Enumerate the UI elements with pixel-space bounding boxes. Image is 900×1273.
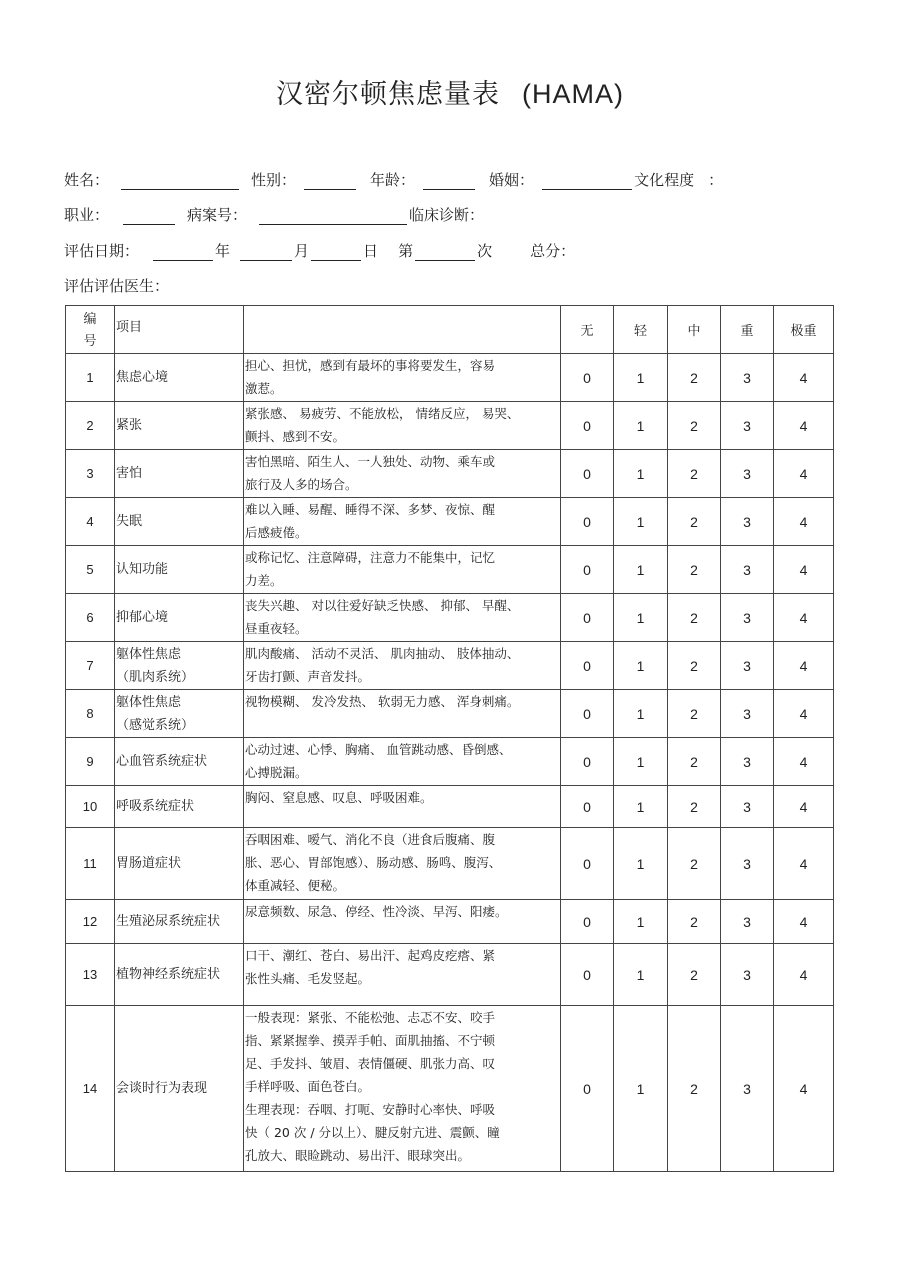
- score-option-mild[interactable]: 1: [614, 498, 668, 546]
- info-line-3: [64, 239, 575, 261]
- times-field[interactable]: [415, 244, 475, 261]
- score-option-mild[interactable]: 1: [614, 450, 668, 498]
- description-line: 力差。: [245, 573, 283, 588]
- score-option-none[interactable]: 0: [561, 738, 614, 786]
- education-colon: ：: [708, 171, 724, 189]
- description-line: 难以入睡、易醒、睡得不深、多梦、夜惊、醒: [245, 502, 496, 517]
- score-option-none[interactable]: 0: [561, 642, 614, 690]
- item-number: 8: [66, 690, 115, 738]
- score-option-severe[interactable]: 3: [721, 1006, 774, 1172]
- sex-label: 性别：: [251, 171, 297, 189]
- description-line: 牙齿打颤、声音发抖。: [245, 669, 371, 684]
- score-option-severe[interactable]: 3: [721, 900, 774, 944]
- description-line: 肌肉酸痛、 活动不灵活、 肌肉抽动、 肢体抽动、: [245, 646, 520, 661]
- description-line: 胀、恶心、胃部饱感）、肠动感、肠鸣、腹泻、: [245, 855, 502, 870]
- occupation-label: 职业：: [64, 206, 110, 224]
- description-line: 激惹。: [245, 381, 283, 396]
- day-label: 日: [363, 242, 379, 260]
- title-chinese: 汉密尔顿焦虑量表: [276, 79, 500, 110]
- month-label: 月: [294, 242, 310, 260]
- item-number: 13: [66, 944, 115, 1006]
- info-line-1: [64, 168, 723, 190]
- score-option-extreme[interactable]: 4: [774, 498, 834, 546]
- score-option-severe[interactable]: 3: [721, 354, 774, 402]
- item-description: [244, 1006, 561, 1172]
- nth-label: 第: [398, 242, 414, 260]
- score-option-mild[interactable]: 1: [614, 900, 668, 944]
- header-score-moderate: 中: [668, 306, 721, 354]
- score-option-extreme[interactable]: 4: [774, 546, 834, 594]
- table-row: [66, 828, 834, 900]
- header-no-line-1: 编: [83, 310, 97, 326]
- day-field[interactable]: [311, 244, 361, 261]
- hama-table: [65, 305, 834, 1172]
- score-option-extreme[interactable]: 4: [774, 642, 834, 690]
- item-description: [244, 498, 561, 546]
- sex-field[interactable]: [304, 173, 356, 190]
- item-name: [115, 498, 244, 546]
- item-number: 2: [66, 402, 115, 450]
- description-line: 尿意频数、尿急、停经、性冷淡、早泻、阳痿。: [245, 904, 508, 919]
- info-line-4: [64, 274, 169, 296]
- age-field[interactable]: [423, 173, 475, 190]
- item-name: [115, 1006, 244, 1172]
- item-description: [244, 828, 561, 900]
- item-number: 11: [66, 828, 115, 900]
- item-number: 3: [66, 450, 115, 498]
- score-option-extreme[interactable]: 4: [774, 450, 834, 498]
- item-description: [244, 354, 561, 402]
- score-option-moderate[interactable]: 2: [668, 402, 721, 450]
- table-row: [66, 354, 834, 402]
- table-row: [66, 900, 834, 944]
- description-line: 足、手发抖、皱眉、表情僵硬、肌张力高、叹: [245, 1056, 496, 1071]
- education-label: 文化程度: [634, 171, 695, 189]
- score-option-moderate[interactable]: 2: [668, 738, 721, 786]
- score-option-severe[interactable]: 3: [721, 690, 774, 738]
- score-option-none[interactable]: 0: [561, 498, 614, 546]
- item-name-line: 焦虑心境: [116, 370, 169, 385]
- header-desc: [244, 306, 561, 354]
- score-option-none[interactable]: 0: [561, 828, 614, 900]
- title-english: (HAMA): [522, 79, 624, 109]
- item-description: [244, 690, 561, 738]
- description-line: 或称记忆、注意障碍，注意力不能集中，记忆: [245, 550, 496, 565]
- score-option-severe[interactable]: 3: [721, 738, 774, 786]
- score-option-extreme[interactable]: 4: [774, 402, 834, 450]
- age-label: 年龄：: [370, 171, 416, 189]
- score-option-mild[interactable]: 1: [614, 738, 668, 786]
- item-name-line: 躯体性焦虑: [116, 694, 182, 710]
- page-title: [0, 72, 900, 111]
- item-name: [115, 546, 244, 594]
- table-row: [66, 546, 834, 594]
- item-name: [115, 738, 244, 786]
- item-name: [115, 900, 244, 944]
- description-line: 一般表现：紧张、不能松弛、忐忑不安、咬手: [245, 1010, 496, 1025]
- marital-field[interactable]: [542, 173, 632, 190]
- item-name-line: （肌肉系统）: [116, 669, 195, 685]
- score-option-none[interactable]: 0: [561, 546, 614, 594]
- header-score-extreme: 极重: [774, 306, 834, 354]
- score-option-mild[interactable]: 1: [614, 402, 668, 450]
- description-line: 孔放大、眼睑跳动、易出汗、眼球突出。: [245, 1148, 471, 1163]
- score-option-mild[interactable]: 1: [614, 828, 668, 900]
- description-line: 手样呼吸、面色苍白。: [245, 1079, 371, 1094]
- table-row: [66, 450, 834, 498]
- item-number: 10: [66, 786, 115, 828]
- description-line: 心搏脱漏。: [245, 765, 308, 780]
- description-line: 胸闷、窒息感、叹息、呼吸困难。: [245, 790, 433, 805]
- score-option-severe[interactable]: 3: [721, 786, 774, 828]
- score-option-extreme[interactable]: 4: [774, 786, 834, 828]
- score-option-mild[interactable]: 1: [614, 546, 668, 594]
- table-row: [66, 642, 834, 690]
- name-label: 姓名：: [64, 171, 110, 189]
- item-number: 12: [66, 900, 115, 944]
- item-name: [115, 594, 244, 642]
- description-line: 心动过速、心悸、胸痛、 血管跳动感、昏倒感、: [245, 742, 512, 757]
- score-option-none[interactable]: 0: [561, 354, 614, 402]
- table-row: [66, 738, 834, 786]
- score-option-severe[interactable]: 3: [721, 642, 774, 690]
- score-option-moderate[interactable]: 2: [668, 786, 721, 828]
- description-line: 视物模糊、 发冷发热、 软弱无力感、 浑身刺痛。: [245, 694, 520, 709]
- item-name-line: 失眠: [116, 514, 143, 529]
- header-item: 项目: [115, 306, 244, 354]
- item-name-line: 生殖泌尿系统症状: [116, 914, 221, 929]
- score-option-moderate[interactable]: 2: [668, 594, 721, 642]
- score-option-moderate[interactable]: 2: [668, 828, 721, 900]
- doctor-label: 评估评估医生：: [64, 277, 170, 295]
- score-option-mild[interactable]: 1: [614, 944, 668, 1006]
- marital-label: 婚姻：: [489, 171, 535, 189]
- score-option-severe[interactable]: 3: [721, 828, 774, 900]
- score-option-none[interactable]: 0: [561, 450, 614, 498]
- score-option-mild[interactable]: 1: [614, 354, 668, 402]
- score-option-severe[interactable]: 3: [721, 450, 774, 498]
- description-line: 后感疲倦。: [245, 525, 308, 540]
- item-name-line: 心血管系统症状: [116, 754, 208, 769]
- item-number: 1: [66, 354, 115, 402]
- score-option-none[interactable]: 0: [561, 402, 614, 450]
- item-number: 9: [66, 738, 115, 786]
- score-option-none[interactable]: 0: [561, 1006, 614, 1172]
- description-line: 口干、潮红、苍白、易出汗、起鸡皮疙瘩、紧: [245, 948, 496, 963]
- item-name-line: （感觉系统）: [116, 717, 195, 733]
- score-option-extreme[interactable]: 4: [774, 354, 834, 402]
- description-line: 快（ 20 次 / 分以上）、腱反射亢进、震颤、瞳: [245, 1125, 500, 1140]
- info-line-2: [64, 203, 484, 225]
- score-option-severe[interactable]: 3: [721, 944, 774, 1006]
- table-row: [66, 944, 834, 1006]
- table-header-row: [66, 306, 834, 354]
- item-description: [244, 900, 561, 944]
- table-row: [66, 1006, 834, 1172]
- item-name: [115, 786, 244, 828]
- item-description: [244, 546, 561, 594]
- score-option-mild[interactable]: 1: [614, 1006, 668, 1172]
- table-row: [66, 690, 834, 738]
- score-option-moderate[interactable]: 2: [668, 944, 721, 1006]
- item-name-line: 抑郁心境: [116, 610, 169, 625]
- description-line: 张性头痛、毛发竖起。: [245, 971, 371, 986]
- item-description: [244, 738, 561, 786]
- item-name-line: 害怕: [116, 466, 143, 481]
- occupation-field[interactable]: [123, 208, 175, 225]
- score-option-extreme[interactable]: 4: [774, 900, 834, 944]
- total-label: 总分：: [530, 242, 576, 260]
- item-description: [244, 786, 561, 828]
- description-line: 生理表现：吞咽、打呃、安静时心率快、呼吸: [245, 1102, 496, 1117]
- item-name-line: 躯体性焦虑: [116, 646, 182, 662]
- description-line: 昼重夜轻。: [245, 621, 308, 636]
- item-description: [244, 944, 561, 1006]
- item-name: [115, 450, 244, 498]
- item-number: 6: [66, 594, 115, 642]
- score-option-moderate[interactable]: 2: [668, 498, 721, 546]
- score-option-extreme[interactable]: 4: [774, 738, 834, 786]
- score-option-moderate[interactable]: 2: [668, 900, 721, 944]
- score-option-severe[interactable]: 3: [721, 498, 774, 546]
- item-name: [115, 642, 244, 690]
- name-field[interactable]: [121, 173, 239, 190]
- score-option-severe[interactable]: 3: [721, 546, 774, 594]
- score-option-none[interactable]: 0: [561, 690, 614, 738]
- date-label: 评估日期：: [64, 242, 140, 260]
- score-option-mild[interactable]: 1: [614, 594, 668, 642]
- score-option-moderate[interactable]: 2: [668, 1006, 721, 1172]
- table-row: [66, 402, 834, 450]
- item-description: [244, 450, 561, 498]
- score-option-mild[interactable]: 1: [614, 690, 668, 738]
- header-no-line-2: 号: [83, 332, 97, 348]
- score-option-moderate[interactable]: 2: [668, 354, 721, 402]
- item-name-line: 呼吸系统症状: [116, 799, 195, 814]
- score-option-moderate[interactable]: 2: [668, 546, 721, 594]
- item-name-line: 认知功能: [116, 562, 169, 577]
- score-option-moderate[interactable]: 2: [668, 450, 721, 498]
- item-number: 7: [66, 642, 115, 690]
- item-number: 14: [66, 1006, 115, 1172]
- score-option-none[interactable]: 0: [561, 786, 614, 828]
- item-description: [244, 402, 561, 450]
- description-line: 紧张感、 易疲劳、不能放松， 情绪反应， 易哭、: [245, 406, 520, 421]
- year-label: 年: [215, 242, 231, 260]
- header-score-none: 无: [561, 306, 614, 354]
- description-line: 指、紧紧握拳、摸弄手帕、面肌抽搐、不宁顿: [245, 1033, 496, 1048]
- header-no: [66, 306, 115, 354]
- description-line: 颤抖、感到不安。: [245, 429, 346, 444]
- score-option-severe[interactable]: 3: [721, 402, 774, 450]
- item-name: [115, 690, 244, 738]
- case-no-label: 病案号：: [187, 206, 248, 224]
- score-option-moderate[interactable]: 2: [668, 690, 721, 738]
- score-option-none[interactable]: 0: [561, 594, 614, 642]
- score-option-mild[interactable]: 1: [614, 642, 668, 690]
- score-option-none[interactable]: 0: [561, 900, 614, 944]
- score-option-extreme[interactable]: 4: [774, 594, 834, 642]
- item-name: [115, 944, 244, 1006]
- header-score-severe: 重: [721, 306, 774, 354]
- description-line: 害怕黑暗、陌生人、一人独处、动物、乘车或: [245, 454, 496, 469]
- diagnosis-label: 临床诊断：: [409, 206, 485, 224]
- item-number: 5: [66, 546, 115, 594]
- description-line: 旅行及人多的场合。: [245, 477, 358, 492]
- item-name: [115, 402, 244, 450]
- table-row: [66, 498, 834, 546]
- item-name-line: 会谈时行为表现: [116, 1081, 208, 1096]
- score-option-none[interactable]: 0: [561, 944, 614, 1006]
- item-name: [115, 828, 244, 900]
- item-number: 4: [66, 498, 115, 546]
- header-score-mild: 轻: [614, 306, 668, 354]
- score-option-extreme[interactable]: 4: [774, 828, 834, 900]
- item-name: [115, 354, 244, 402]
- item-description: [244, 594, 561, 642]
- score-option-severe[interactable]: 3: [721, 594, 774, 642]
- score-option-extreme[interactable]: 4: [774, 944, 834, 1006]
- score-option-mild[interactable]: 1: [614, 786, 668, 828]
- description-line: 担心、担忧，感到有最坏的事将要发生，容易: [245, 358, 496, 373]
- score-option-extreme[interactable]: 4: [774, 1006, 834, 1172]
- table-row: [66, 786, 834, 828]
- item-name-line: 植物神经系统症状: [116, 967, 221, 982]
- description-line: 丧失兴趣、 对以往爱好缺乏快感、 抑郁、 早醒、: [245, 598, 520, 613]
- year-field[interactable]: [153, 244, 213, 261]
- item-name-line: 紧张: [116, 418, 143, 433]
- case-no-field[interactable]: [259, 208, 407, 225]
- month-field[interactable]: [240, 244, 292, 261]
- score-option-extreme[interactable]: 4: [774, 690, 834, 738]
- times-label: 次: [477, 242, 493, 260]
- description-line: 吞咽困难、嗳气、消化不良（进食后腹痛、腹: [245, 832, 496, 847]
- item-name-line: 胃肠道症状: [116, 856, 182, 871]
- table-row: [66, 594, 834, 642]
- score-option-moderate[interactable]: 2: [668, 642, 721, 690]
- item-description: [244, 642, 561, 690]
- description-line: 体重减轻、便秘。: [245, 878, 346, 893]
